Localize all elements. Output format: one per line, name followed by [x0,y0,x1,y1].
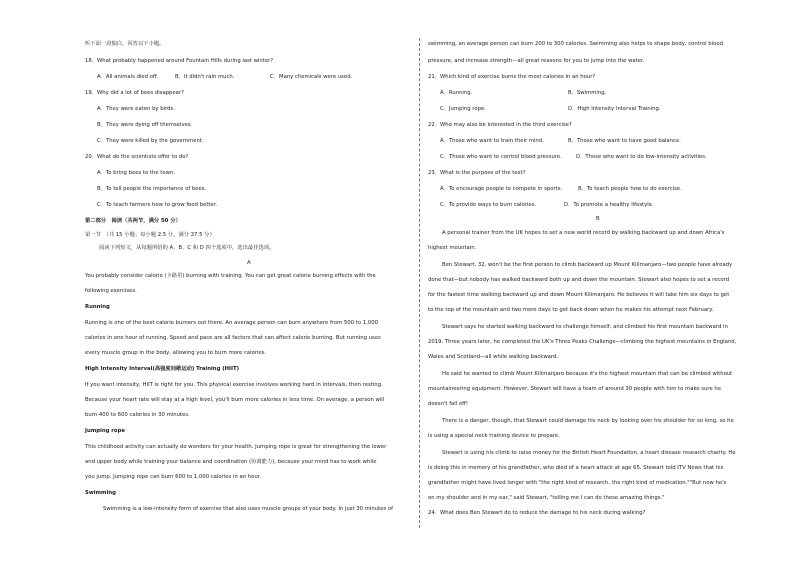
running-heading: Running [85,304,110,310]
question-21: 21．Which kind of exercise burns the most calories in an hour? [428,74,596,80]
hiit-line: Because your heart rate will stay at a high level, you'll burn more calories in less time. On average, a person will [85,397,385,403]
question-23: 23．What is the purpose of the text? [428,170,526,176]
passage-a-line: You probably consider calorie (卡路里) burning with training. You can get great calorie burning effects with the [85,273,376,279]
question-18: 18．What probably happened around Fountain Hills during last winter? [85,58,274,64]
q22-option-d: D．Those who want to do low-intensity activities. [576,154,707,160]
question-22: 22．Who may also be interested in the third exercise? [428,122,572,128]
passage-b-line: A personal trainer from the UK hopes to set a new world record by walking backward up and down Africa's [442,230,725,236]
running-line: calories in one hour of running. Speed and pace are all factors that can affect calorie burning. But running uses [85,335,381,341]
swimming-heading: Swimming [85,490,116,496]
passage-a-label: A [247,260,251,266]
swimming-line: Swimming is a low-intensity form of exercise that also uses muscle groups of your body. In just 30 minutes of [103,506,393,512]
passage-b-line: doesn't fall off! [428,401,468,407]
jumping-rope-line: and upper body while training your balance and coordination (协调能力), because your mind has to work while [85,459,377,465]
q19-option-b: B．They were dying off themselves. [97,122,193,128]
q20-option-c: C．To teach farmers how to grow food better. [97,202,218,208]
passage-b-line: Wales and Scotland—all while walking backward. [428,354,559,360]
jumping-rope-line: This childhood activity can actually do wonders for your health. Jumping rope is great for strengthening the lower [85,444,387,450]
passage-b-line: Ben Stewart, 32, won't be the first person to climb backward up Mount Kilimanjaro—two people have already [442,262,733,268]
q21-option-d: D．High Intensity Interval Training. [568,106,661,112]
q19-option-c: C．They were killed by the government. [97,138,204,144]
passage-b-line: Stewart says he started walking backward to challenge himself, and climbed his first mountain backward in [442,324,728,330]
passage-b-line: done that—but nobody has walked backward both up and down the mountain. Stewart also hopes to set a record [428,277,730,283]
q20-option-a: A．To bring bees to the town. [97,170,175,176]
running-line: every muscle group in the body, allowing you to burn more calories. [85,350,267,356]
column-divider [419,38,420,528]
passage-a-line: following exercises. [85,288,137,294]
q23-option-d: D．To promote a healthy lifestyle. [564,202,654,208]
part-two-heading: 第二部分 阅读（共两节，满分 50 分） [85,218,181,224]
q21-option-a: A．Running. [440,90,473,96]
passage-b-line: to the top of the mountain and two more days to get back down when he makes his attempt next February. [428,307,714,313]
hiit-heading: High Intensity Interval(高强度间歇运动) Training (HIIT) [85,366,240,372]
passage-b-line: mountaineering equipment. However, Stewart will have a team of around 30 people with him to make sure he [428,386,722,392]
q18-option-c: C．Many chemicals were used. [270,74,353,80]
q19-option-a: A．They were eaten by birds. [97,106,175,112]
passage-b-line: There is a danger, though, that Stewart could damage his neck by looking over his shoulder for so long, so he [442,418,734,424]
q21-option-c: C．Jumping rope. [440,106,486,112]
passage-b-line: is using a special neck training device to prepare. [428,433,560,439]
passage-b-line: He said he wanted to climb Mount Kilimanjaro because it's the highest mountain that can be climbed without [442,371,733,377]
question-24: 24．What does Ben Stewart do to reduce the damage to his neck during walking? [428,510,646,516]
q23-option-b: B．To teach people how to do exercise. [578,186,682,192]
q21-option-b: B．Swimming. [568,90,607,96]
q18-option-a: A．All animals died off. [97,74,159,80]
section-one-heading: 第一节 （共 15 小题；每小题 2.5 分，满分 37.5 分） [85,232,215,238]
jumping-rope-heading: Jumping rope [85,428,125,434]
passage-b-line: highest mountain. [428,245,477,251]
hiit-line: burn 400 to 600 calories in 30 minutes. [85,412,190,418]
q22-option-b: B．Those who want to have good balance. [568,138,681,144]
listening-intro: 听下面一段独白，回答以下小题。 [85,41,165,47]
jumping-rope-line: you jump. Jumping rope can burn 600 to 1,000 calories in an hour. [85,474,262,480]
swimming-line: swimming, an average person can burn 200 to 300 calories. Swimming also helps to shape body, control blood [428,41,723,47]
passage-b-line: is doing this in memory of his grandfather, who died of a heart attack at age 65. Stewart told ITV News that his [428,465,724,471]
q18-option-b: B．It didn't rain much. [175,74,235,80]
q23-option-c: C．To provide ways to burn calories. [440,202,537,208]
passage-b-line: 2019. Three years later, he completed the UK's Three Peaks Challenge—climbing the highest mountains in England, [428,339,737,345]
q20-option-b: B．To tell people the importance of bees. [97,186,207,192]
running-line: Running is one of the best calorie burners out there. An average person can burn anywhere from 500 to 1,000 [85,320,378,326]
hiit-line: If you want intensity, HIIT is right for you. This physical exercise involves working hard in intervals, then resting. [85,382,383,388]
q22-option-a: A．Those who want to train their mind. [440,138,544,144]
passage-b-line: for the fastest time walking backward up and down Mount Kilimanjaro. He believes it will take him six days to get [428,292,730,298]
q23-option-a: A．To encourage people to compete in sports. [440,186,563,192]
reading-instructions: 阅读下列短文，从每题所给的 A、B、C 和 D 四个选项中，选出最佳选项。 [99,245,275,251]
passage-b-line: on my shoulder and in my ear," said Stewart, "telling me I can do these amazing things." [428,495,665,501]
passage-b-line: Stewart is using his climb to raise money for the British Heart Foundation, a heart disease research charity. He [442,450,736,456]
passage-b-label: B [596,216,600,222]
question-19: 19．Why did a lot of bees disappear? [85,90,184,96]
passage-b-line: grandfather might have lived longer with "the right kind of research, the right kind of medication.""But now he's [428,480,727,486]
swimming-line: pressure, and increase strength—all great reasons for you to jump into the water. [428,58,645,64]
q22-option-c: C．Those who want to control blood pressure. [440,154,562,160]
question-20: 20．What do the scientists offer to do? [85,154,189,160]
